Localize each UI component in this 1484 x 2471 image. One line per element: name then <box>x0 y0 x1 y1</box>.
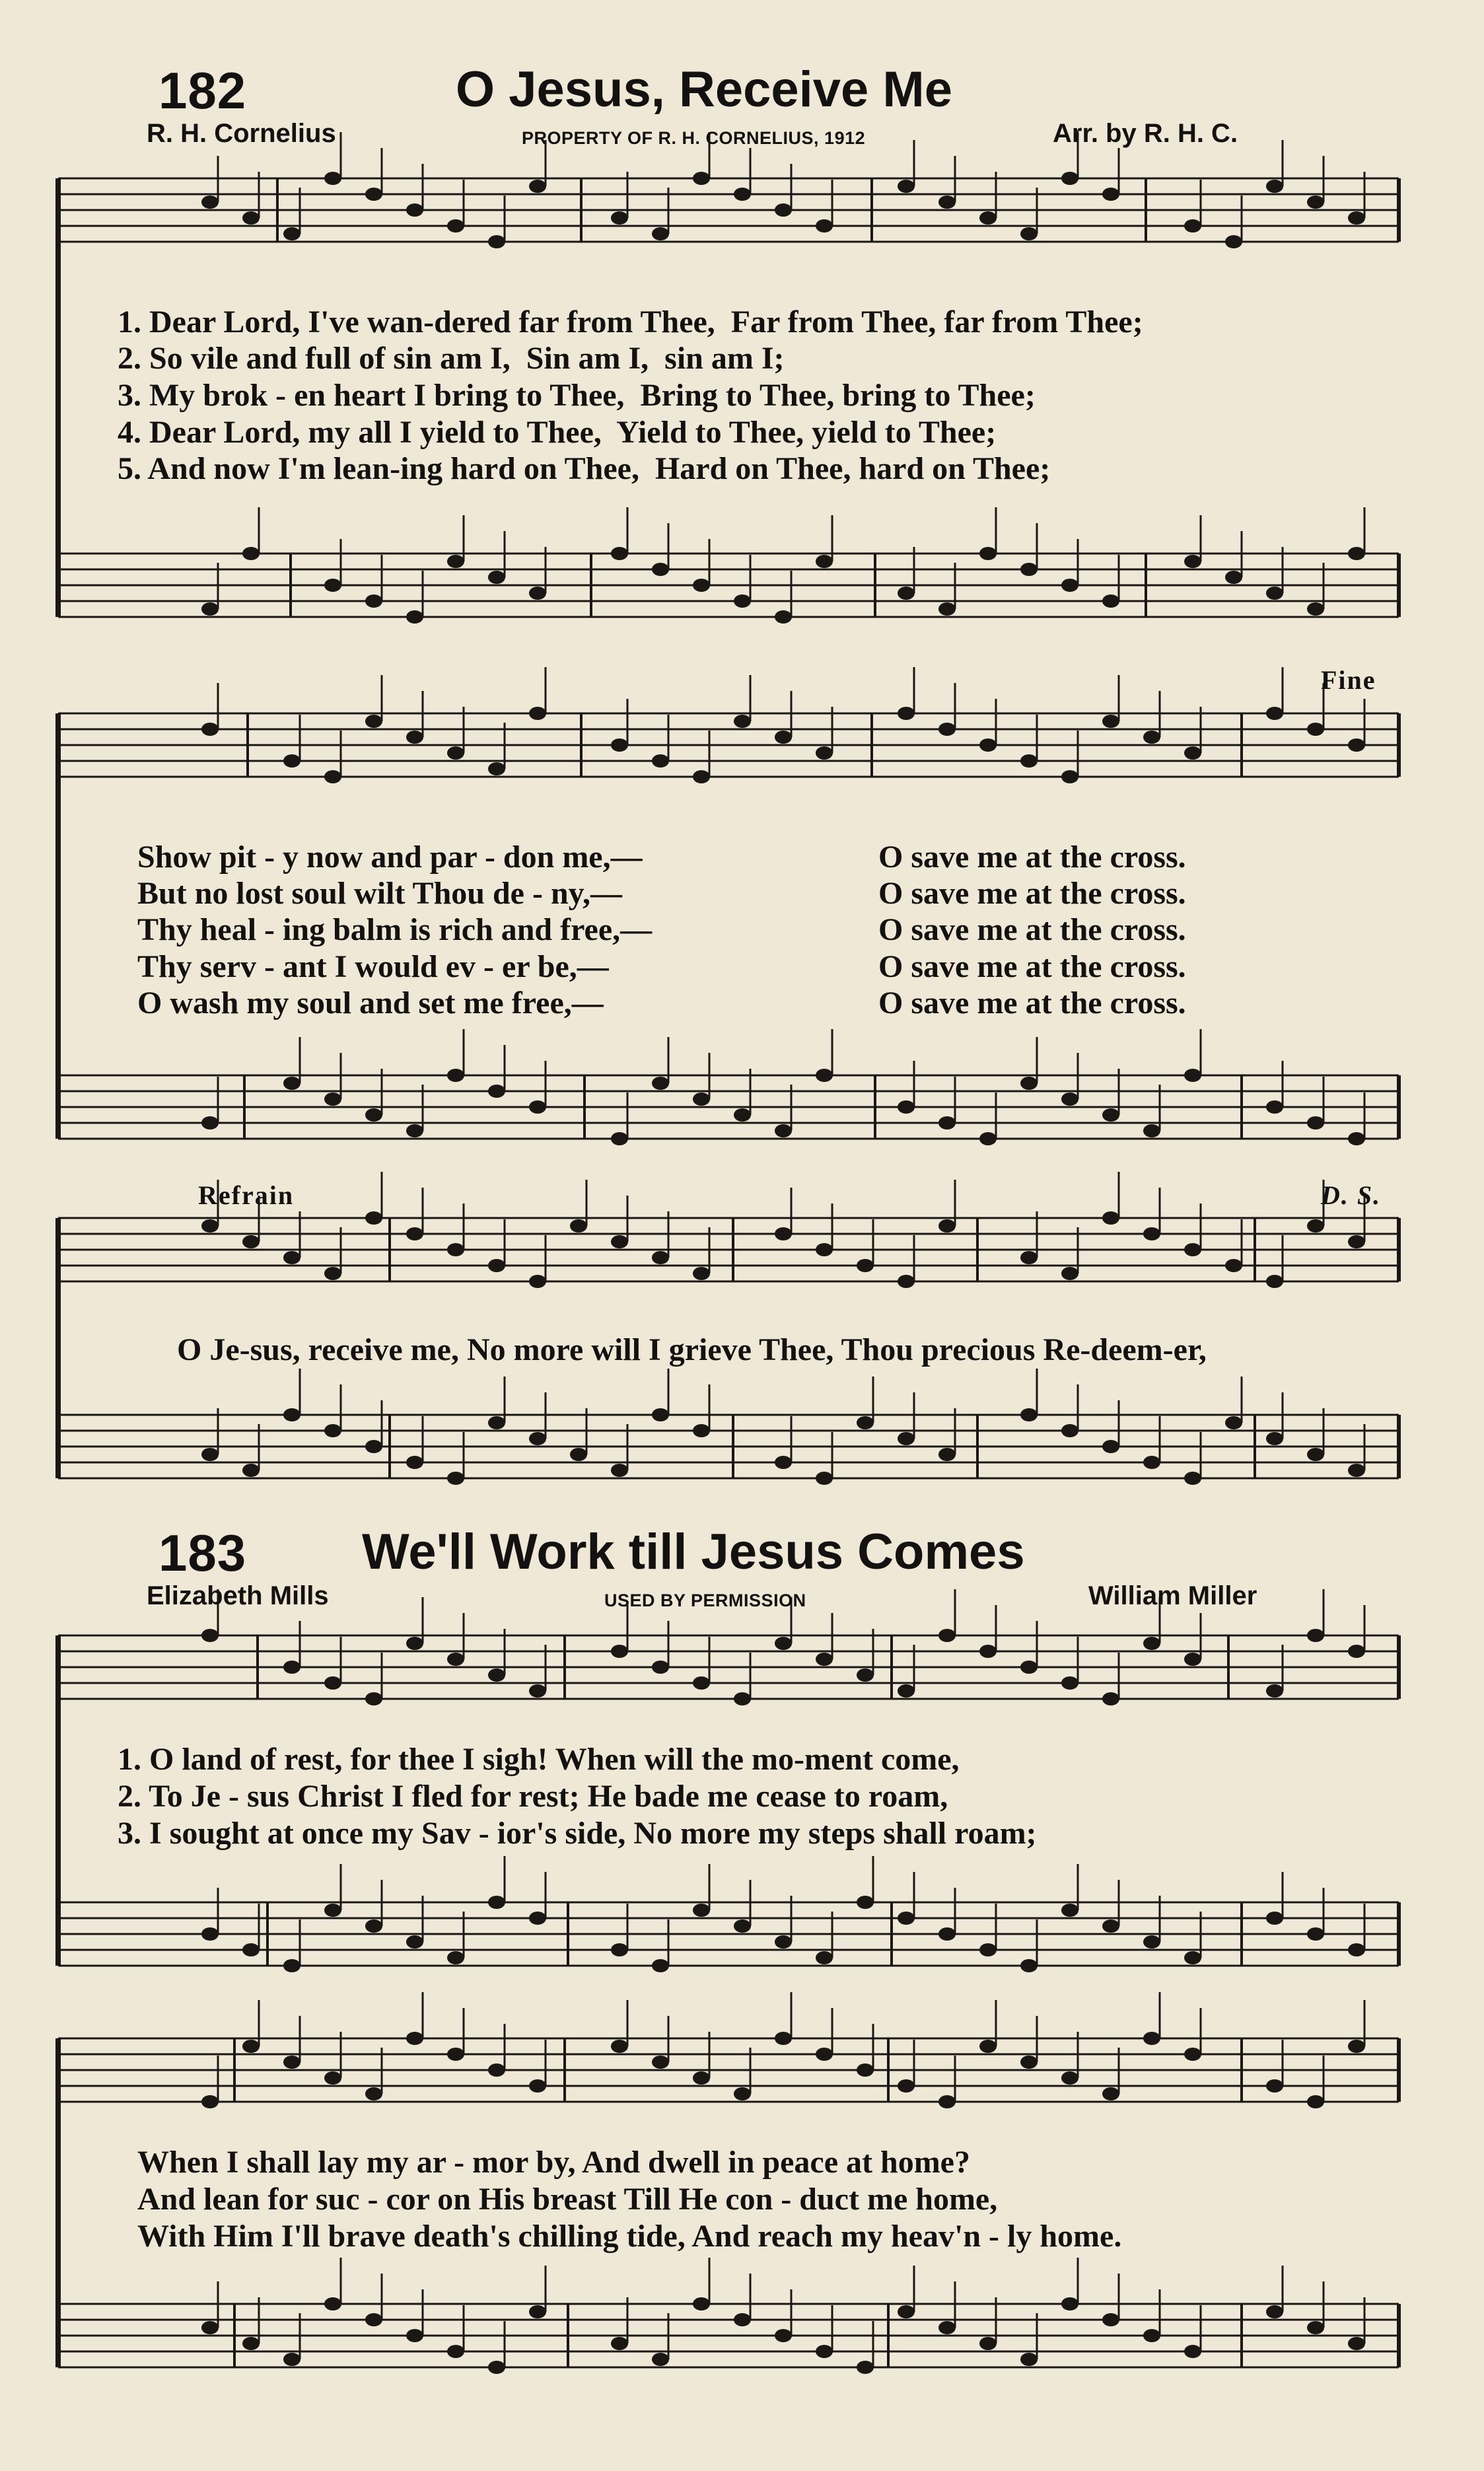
note-head <box>1184 555 1201 568</box>
note-head <box>1184 1951 1201 1964</box>
note-head <box>1020 754 1038 768</box>
note-head <box>857 1259 874 1272</box>
note-head <box>529 1275 546 1288</box>
hymn-183-number: 183 <box>159 1524 247 1582</box>
note-head <box>1184 2345 1201 2358</box>
note-head <box>365 1919 382 1933</box>
note-head <box>201 723 219 736</box>
note-head <box>447 2048 464 2061</box>
note-head <box>1307 2095 1324 2108</box>
note-head <box>406 1935 423 1949</box>
note-head <box>1102 594 1119 608</box>
note-head <box>201 2321 219 2334</box>
note-head <box>1184 219 1201 233</box>
note-head <box>938 1629 956 1642</box>
note-head <box>1020 1408 1038 1421</box>
note-head <box>1307 196 1324 209</box>
note-head <box>365 1211 382 1225</box>
note-head <box>611 547 628 560</box>
note-head <box>734 2313 751 2326</box>
verse-line: 4. Dear Lord, my all I yield to Thee, Yield to Thee, yield to Thee; <box>118 415 997 450</box>
note-head <box>1143 2032 1160 2045</box>
note-head <box>447 1069 464 1082</box>
note-head <box>898 1912 915 1925</box>
note-head <box>488 235 505 248</box>
note-head <box>611 738 628 752</box>
note-head <box>365 1692 382 1705</box>
note-head <box>365 594 382 608</box>
note-head <box>775 1637 792 1650</box>
hymn-183-permission: USED BY PERMISSION <box>604 1591 806 1610</box>
note-head <box>1020 1959 1038 1972</box>
note-head <box>324 1424 341 1437</box>
note-head <box>1102 1919 1119 1933</box>
note-head <box>447 1653 464 1666</box>
note-head <box>283 754 300 768</box>
note-head <box>1102 2313 1119 2326</box>
note-head <box>529 2079 546 2093</box>
note-head <box>365 1108 382 1122</box>
note-head <box>1061 1267 1078 1280</box>
note-head <box>488 762 505 775</box>
note-head <box>406 1637 423 1650</box>
note-head <box>1266 1100 1283 1114</box>
verse-line: But no lost soul wilt Thou de - ny,— <box>137 876 622 911</box>
note-head <box>1143 1637 1160 1650</box>
note-head <box>816 1243 833 1256</box>
note-head <box>1266 1432 1283 1445</box>
note-head <box>242 1235 260 1248</box>
note-head <box>447 746 464 760</box>
note-head <box>816 1472 833 1485</box>
note-head <box>201 2095 219 2108</box>
note-head <box>1102 1108 1119 1122</box>
verse-line: 5. And now I'm lean-ing hard on Thee, Hard on Thee, hard on Thee; <box>118 451 1051 486</box>
verse-line: Thy serv - ant I would ev - er be,— <box>137 949 609 984</box>
note-head <box>1266 587 1283 600</box>
note-head <box>938 1116 956 1129</box>
note-head <box>652 754 669 768</box>
note-head <box>611 1132 628 1145</box>
ds-marking: D. S. <box>1321 1180 1382 1210</box>
note-head <box>447 1951 464 1964</box>
note-head <box>693 172 710 185</box>
note-head <box>488 2361 505 2374</box>
note-head <box>283 1959 300 1972</box>
chorus-line: O save me at the cross. <box>878 840 1186 875</box>
note-head <box>816 219 833 233</box>
note-head <box>283 1077 300 1090</box>
note-head <box>529 707 546 720</box>
note-head <box>406 2329 423 2342</box>
verse-line: 1. O land of rest, for thee I sigh! When will the mo-ment come, <box>118 1742 960 1777</box>
note-head <box>1020 2056 1038 2069</box>
note-head <box>1225 1416 1242 1429</box>
hymn-183-title: We'll Work till Jesus Comes <box>362 1524 1025 1580</box>
note-head <box>938 1219 956 1233</box>
note-head <box>1307 2321 1324 2334</box>
note-head <box>1225 235 1242 248</box>
verse-line: 2. To Je - sus Christ I fled for rest; He bade me cease to roam, <box>118 1779 948 1814</box>
note-head <box>693 1904 710 1917</box>
note-head <box>734 1692 751 1705</box>
chorus-line: O save me at the cross. <box>878 876 1186 911</box>
note-head <box>611 1943 628 1956</box>
verse-line: When I shall lay my ar - mor by, And dwell in peace at home? <box>137 2145 970 2180</box>
hymn-182-number: 182 <box>159 61 247 120</box>
note-head <box>979 211 997 225</box>
note-head <box>898 1432 915 1445</box>
chorus-line: O save me at the cross. <box>878 985 1186 1021</box>
note-head <box>529 180 546 193</box>
verse-line: 3. My brok - en heart I bring to Thee, Bring to Thee, bring to Thee; <box>118 378 1036 413</box>
note-head <box>775 1935 792 1949</box>
note-head <box>1348 1132 1365 1145</box>
note-head <box>1307 1629 1324 1642</box>
note-head <box>242 2040 260 2053</box>
note-head <box>734 1919 751 1933</box>
note-head <box>775 1456 792 1469</box>
hymn-182-author: R. H. Cornelius <box>147 119 336 148</box>
note-head <box>1184 1653 1201 1666</box>
note-head <box>1307 1219 1324 1233</box>
note-head <box>324 579 341 592</box>
note-head <box>324 172 341 185</box>
note-head <box>283 1251 300 1264</box>
note-head <box>488 1896 505 1909</box>
note-head <box>242 2337 260 2350</box>
note-head <box>406 203 423 217</box>
note-head <box>857 1668 874 1682</box>
note-head <box>242 1943 260 1956</box>
note-head <box>1184 746 1201 760</box>
note-head <box>611 211 628 225</box>
note-head <box>734 2087 751 2100</box>
note-head <box>611 1464 628 1477</box>
note-head <box>1020 2353 1038 2366</box>
note-head <box>1102 188 1119 201</box>
note-head <box>406 610 423 624</box>
note-head <box>693 1092 710 1106</box>
note-head <box>979 738 997 752</box>
note-head <box>1348 1464 1365 1477</box>
note-head <box>816 2345 833 2358</box>
verse-line: Thy heal - ing balm is rich and free,— <box>137 912 653 947</box>
note-head <box>488 2063 505 2077</box>
note-head <box>529 1432 546 1445</box>
note-head <box>652 1077 669 1090</box>
note-head <box>570 1448 587 1461</box>
note-head <box>1307 1927 1324 1941</box>
note-head <box>1061 1424 1078 1437</box>
note-head <box>324 1904 341 1917</box>
note-head <box>324 1267 341 1280</box>
note-head <box>1307 1448 1324 1461</box>
note-head <box>898 2305 915 2318</box>
note-head <box>1266 1684 1283 1698</box>
refrain-marking: Refrain <box>198 1180 295 1210</box>
note-head <box>1020 563 1038 576</box>
note-head <box>1348 1645 1365 1658</box>
note-head <box>652 2353 669 2366</box>
note-head <box>447 1472 464 1485</box>
note-head <box>1348 2337 1365 2350</box>
verse-line: O wash my soul and set me free,— <box>137 985 604 1021</box>
note-head <box>611 2040 628 2053</box>
note-head <box>1184 1243 1201 1256</box>
note-head <box>1266 1275 1283 1288</box>
note-head <box>1266 707 1283 720</box>
note-head <box>529 2305 546 2318</box>
note-head <box>242 1464 260 1477</box>
note-head <box>1266 180 1283 193</box>
note-head <box>898 707 915 720</box>
note-head <box>857 2063 874 2077</box>
note-head <box>734 594 751 608</box>
note-head <box>775 2329 792 2342</box>
note-head <box>898 180 915 193</box>
note-head <box>898 2079 915 2093</box>
note-head <box>938 602 956 616</box>
note-head <box>1225 1259 1242 1272</box>
note-head <box>406 1456 423 1469</box>
note-head <box>447 219 464 233</box>
note-head <box>324 1092 341 1106</box>
note-head <box>1143 1124 1160 1137</box>
note-head <box>693 1424 710 1437</box>
note-head <box>1348 738 1365 752</box>
note-head <box>938 2321 956 2334</box>
note-head <box>406 731 423 744</box>
note-head <box>979 1645 997 1658</box>
note-head <box>201 196 219 209</box>
note-head <box>652 1251 669 1264</box>
note-head <box>529 1684 546 1698</box>
note-head <box>447 555 464 568</box>
note-head <box>1348 1235 1365 1248</box>
note-head <box>365 2313 382 2326</box>
note-head <box>979 2337 997 2350</box>
note-head <box>1348 1943 1365 1956</box>
note-head <box>1184 1069 1201 1082</box>
note-head <box>816 2048 833 2061</box>
note-head <box>1102 715 1119 728</box>
note-head <box>938 1927 956 1941</box>
note-head <box>652 1959 669 1972</box>
note-head <box>734 1108 751 1122</box>
note-head <box>1061 172 1078 185</box>
note-head <box>1307 602 1324 616</box>
note-head <box>1348 547 1365 560</box>
note-head <box>775 203 792 217</box>
note-head <box>1143 2329 1160 2342</box>
note-head <box>201 1629 219 1642</box>
verse-line: 1. Dear Lord, I've wan-dered far from Thee, Far from Thee, far from Thee; <box>118 304 1143 340</box>
note-head <box>611 2337 628 2350</box>
note-head <box>652 1661 669 1674</box>
note-head <box>570 1219 587 1233</box>
hymn-182-title: O Jesus, Receive Me <box>456 61 952 118</box>
note-head <box>201 602 219 616</box>
note-head <box>447 2345 464 2358</box>
note-head <box>283 227 300 240</box>
note-head <box>775 1124 792 1137</box>
note-head <box>693 1676 710 1690</box>
note-head <box>693 2071 710 2085</box>
verse-line: With Him I'll brave death's chilling tide, And reach my heav'n - ly home. <box>137 2219 1122 2254</box>
note-head <box>201 1116 219 1129</box>
note-head <box>1266 1912 1283 1925</box>
note-head <box>816 1069 833 1082</box>
note-head <box>693 1267 710 1280</box>
verse-line: 2. So vile and full of sin am I, Sin am I, sin am I; <box>118 341 785 376</box>
chorus-line: O save me at the cross. <box>878 912 1186 947</box>
note-head <box>324 770 341 783</box>
note-head <box>1102 1692 1119 1705</box>
note-head <box>775 1227 792 1240</box>
note-head <box>488 1416 505 1429</box>
note-head <box>1184 2048 1201 2061</box>
note-head <box>652 2056 669 2069</box>
note-head <box>898 587 915 600</box>
note-head <box>1061 2071 1078 2085</box>
note-head <box>938 196 956 209</box>
note-head <box>693 770 710 783</box>
note-head <box>283 2056 300 2069</box>
note-head <box>938 2095 956 2108</box>
hymn-182-property: PROPERTY OF R. H. CORNELIUS, 1912 <box>522 128 866 148</box>
note-head <box>652 1408 669 1421</box>
note-head <box>488 571 505 584</box>
note-head <box>1307 723 1324 736</box>
note-head <box>693 579 710 592</box>
refrain-line: O Je-sus, receive me, No more will I grieve Thee, Thou precious Re-deem-er, <box>177 1332 1207 1367</box>
note-head <box>1061 1676 1078 1690</box>
note-head <box>775 610 792 624</box>
note-head <box>283 1408 300 1421</box>
note-head <box>406 1227 423 1240</box>
hymn-182-arranger: Arr. by R. H. C. <box>1053 119 1238 148</box>
note-head <box>775 731 792 744</box>
note-head <box>979 547 997 560</box>
note-head <box>324 2297 341 2310</box>
note-head <box>857 1416 874 1429</box>
note-head <box>488 1259 505 1272</box>
note-head <box>898 1275 915 1288</box>
note-head <box>1143 731 1160 744</box>
note-head <box>1266 2079 1283 2093</box>
hymn-183-author: Elizabeth Mills <box>147 1581 329 1610</box>
note-head <box>1020 1251 1038 1264</box>
note-head <box>242 211 260 225</box>
note-head <box>201 1927 219 1941</box>
note-head <box>201 1448 219 1461</box>
note-head <box>816 1951 833 1964</box>
note-head <box>324 2071 341 2085</box>
note-head <box>979 1943 997 1956</box>
note-head <box>816 555 833 568</box>
note-head <box>1061 770 1078 783</box>
note-head <box>529 587 546 600</box>
note-head <box>857 1896 874 1909</box>
note-head <box>1020 227 1038 240</box>
note-head <box>529 1912 546 1925</box>
note-head <box>1184 1472 1201 1485</box>
note-head <box>1307 1116 1324 1129</box>
note-head <box>1061 1092 1078 1106</box>
note-head <box>857 2361 874 2374</box>
note-head <box>898 1100 915 1114</box>
note-head <box>938 1448 956 1461</box>
note-head <box>283 1661 300 1674</box>
note-head <box>406 2032 423 2045</box>
note-head <box>1020 1661 1038 1674</box>
note-head <box>488 1668 505 1682</box>
note-head <box>979 1132 997 1145</box>
note-head <box>447 1243 464 1256</box>
note-head <box>1020 1077 1038 1090</box>
note-head <box>324 1676 341 1690</box>
verse-line: And lean for suc - cor on His breast Till He con - duct me home, <box>137 2182 998 2217</box>
note-head <box>1143 1456 1160 1469</box>
note-head <box>283 2353 300 2366</box>
verse-line: 3. I sought at once my Sav - ior's side, No more my steps shall roam; <box>118 1816 1037 1851</box>
note-head <box>365 1440 382 1453</box>
note-head <box>1348 2040 1365 2053</box>
hymn-183-composer: William Miller <box>1088 1581 1257 1610</box>
note-head <box>652 227 669 240</box>
note-head <box>1102 2087 1119 2100</box>
note-head <box>365 188 382 201</box>
note-head <box>1143 1935 1160 1949</box>
note-head <box>1266 2305 1283 2318</box>
note-head <box>1061 1904 1078 1917</box>
note-head <box>652 563 669 576</box>
note-head <box>365 2087 382 2100</box>
verse-line: Show pit - y now and par - don me,— <box>137 840 643 875</box>
note-head <box>734 188 751 201</box>
note-head <box>816 746 833 760</box>
note-head <box>1225 571 1242 584</box>
note-head <box>693 2297 710 2310</box>
note-head <box>611 1645 628 1658</box>
note-head <box>1061 2297 1078 2310</box>
note-head <box>1061 579 1078 592</box>
note-head <box>488 1085 505 1098</box>
note-head <box>1348 211 1365 225</box>
note-head <box>1102 1440 1119 1453</box>
note-head <box>201 1219 219 1233</box>
note-head <box>938 723 956 736</box>
note-head <box>1143 1227 1160 1240</box>
note-head <box>242 547 260 560</box>
note-head <box>365 715 382 728</box>
fine-marking: Fine <box>1321 665 1376 695</box>
note-head <box>979 2040 997 2053</box>
note-head <box>775 2032 792 2045</box>
chorus-line: O save me at the cross. <box>878 949 1186 984</box>
note-head <box>816 1653 833 1666</box>
note-head <box>898 1684 915 1698</box>
note-head <box>734 715 751 728</box>
note-head <box>611 1235 628 1248</box>
note-head <box>406 1124 423 1137</box>
note-head <box>529 1100 546 1114</box>
note-head <box>1102 1211 1119 1225</box>
